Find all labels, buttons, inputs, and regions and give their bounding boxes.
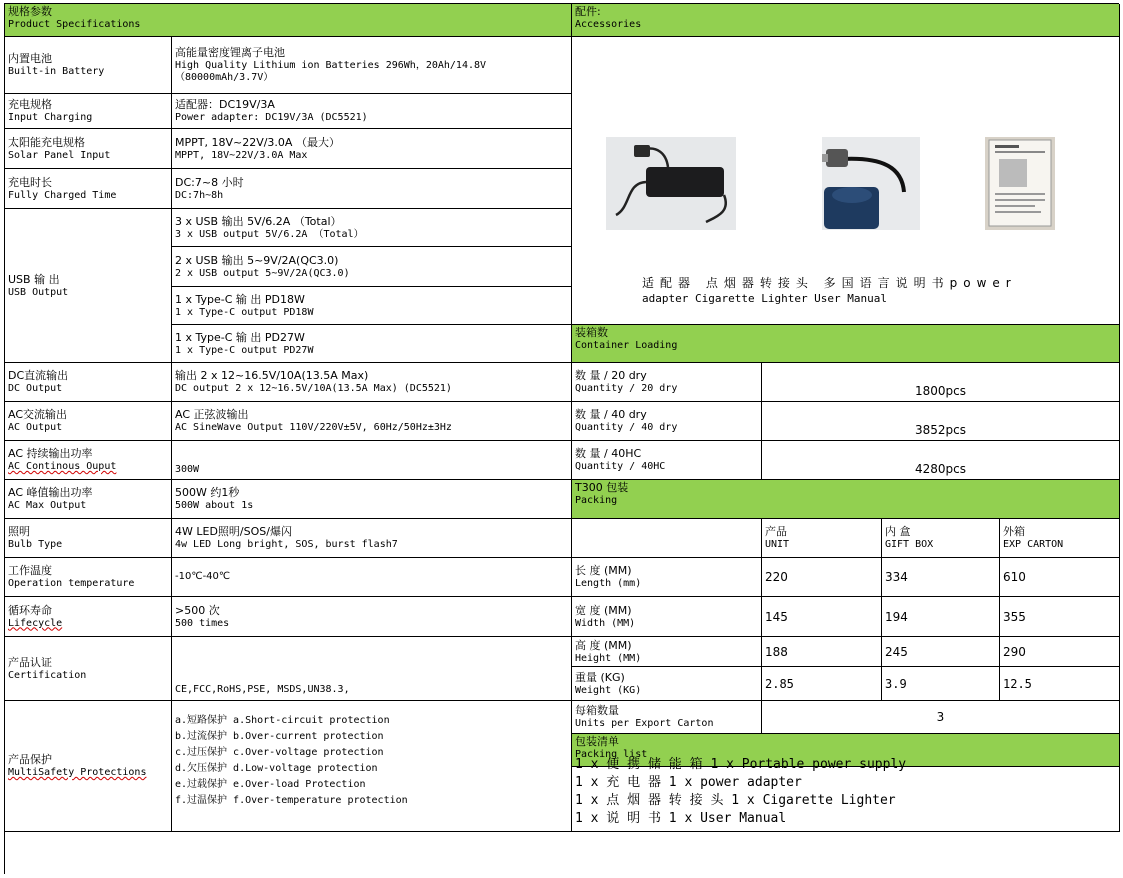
spec-line: 2 x USB 输出 5~9V/2A(QC3.0) [175, 253, 339, 267]
container-label-en: Quantity / 40 dry [575, 422, 678, 433]
packing-row-cn: 宽 度 (MM) [575, 603, 632, 617]
spec-label-cn: 循环寿命 [8, 603, 52, 617]
packing-row-weight [572, 667, 762, 701]
packing-col-cn: 产品 [765, 525, 787, 538]
units-per-carton-value: 3 [762, 701, 1120, 734]
spec-label-en: Input Charging [8, 112, 93, 123]
spec-line: 1 x Type-C output PD27W [175, 344, 314, 356]
packing-header [572, 480, 1120, 519]
packing-row-height [572, 637, 762, 667]
container-value-40dry: 3852pcs [762, 402, 1120, 441]
width-unit: 145 [762, 597, 882, 637]
container-label-20dry [572, 363, 762, 402]
spec-line: 500 times [175, 617, 230, 629]
height-carton: 290 [1000, 637, 1120, 667]
spec-label-dc [5, 363, 172, 402]
length-carton: 610 [1000, 558, 1120, 597]
spec-label-cn: 产品认证 [8, 655, 52, 669]
spec-value-usb-a [172, 209, 572, 247]
units-per-carton-en: Units per Export Carton [575, 718, 714, 729]
accessories-captions-cn: 适配器 点烟器转接头 多国语言说明书power [642, 276, 1017, 290]
container-value-40hc: 4280pcs [762, 441, 1120, 480]
spec-line: 4W LED照明/SOS/爆闪 [175, 525, 292, 538]
spec-line: 1 x Type-C output PD18W [175, 306, 314, 318]
spec-label-en: DC Output [8, 383, 63, 394]
packing-row-width [572, 597, 762, 637]
spec-line: 300W [175, 464, 200, 475]
spec-value-solar [172, 129, 572, 169]
spec-line: 1 x Type-C 输 出 PD18W [175, 292, 305, 306]
spec-line: （80000mAh/3.7V） [175, 72, 274, 83]
packing-col-unit [762, 519, 882, 558]
spec-value-battery [172, 37, 572, 94]
spec-label-solar [5, 129, 172, 169]
protection-item: f.过温保护 f.Over-temperature protection [175, 795, 408, 806]
protection-item: b.过流保护 b.Over-current protection [175, 731, 384, 742]
power-adapter-image [606, 137, 736, 230]
container-label-cn: 数 量 / 40 dry [575, 408, 647, 421]
accessories-panel [572, 37, 1120, 325]
container-header [572, 325, 1120, 363]
container-label-en: Quantity / 20 dry [575, 383, 678, 394]
spec-label-ac-continuous [5, 441, 172, 480]
spec-line: AC 正弦波输出 [175, 408, 249, 421]
spec-line: 2 x USB output 5~9V/2A(QC3.0) [175, 267, 350, 279]
spec-label-en: AC Max Output [8, 500, 87, 511]
packing-col-cn: 外箱 [1003, 525, 1025, 538]
units-per-carton-label [572, 701, 762, 734]
packing-header-en: Packing [575, 495, 618, 506]
spec-label-en: MultiSafety Protections [8, 767, 147, 778]
spec-label-cn: AC 持续输出功率 [8, 447, 93, 460]
spec-value-charge-time [172, 169, 572, 209]
packing-corner-cell [572, 519, 762, 558]
container-header-cn: 装箱数 [575, 326, 608, 339]
spec-line: MPPT, 18V~22V/3.0A Max [175, 149, 308, 161]
spec-value-protections [172, 701, 572, 832]
spec-label-cn: 充电规格 [8, 98, 52, 111]
cigarette-lighter-adapter-image [822, 137, 920, 230]
spec-line: Power adapter: DC19V/3A (DC5521) [175, 112, 368, 123]
specs-header-cn: 规格参数 [8, 5, 52, 18]
spec-line: 500W about 1s [175, 500, 254, 511]
spec-value-certification [172, 637, 572, 701]
packing-row-en: Length (mm) [575, 578, 642, 589]
weight-gift-box: 3.9 [882, 667, 1000, 701]
spec-line: DC:7h~8h [175, 189, 224, 201]
spec-label-cn: 内置电池 [8, 52, 52, 65]
accessories-captions [642, 275, 1017, 307]
packing-row-en: Width (MM) [575, 617, 636, 629]
width-carton: 355 [1000, 597, 1120, 637]
spec-line: 500W 约1秒 [175, 486, 240, 499]
spec-line: 3 x USB 输出 5V/6.2A （Total） [175, 214, 342, 228]
spec-line: 输出 2 x 12~16.5V/10A(13.5A Max) [175, 369, 369, 382]
packing-col-en: GIFT BOX [885, 539, 934, 550]
accessories-captions-en: adapter Cigarette Lighter User Manual [642, 292, 888, 305]
spec-value-ac [172, 402, 572, 441]
spec-label-cn: 照明 [8, 525, 30, 538]
packing-list-item: 1 x 点 烟 器 转 接 头 1 x Cigarette Lighter [575, 793, 896, 808]
packing-row-cn: 重量 (KG) [575, 670, 625, 684]
spec-label-en: AC Continous Ouput [8, 461, 117, 472]
spec-value-temperature: -10℃-40℃ [172, 558, 572, 597]
spec-value-dc [172, 363, 572, 402]
packing-row-length [572, 558, 762, 597]
packing-row-cn: 高 度 (MM) [575, 638, 632, 652]
spec-label-en: Built-in Battery [8, 66, 105, 77]
spec-line: 高能量密度锂离子电池 [175, 46, 285, 59]
container-label-cn: 数 量 / 40HC [575, 447, 642, 460]
spec-value-ac-max [172, 480, 572, 519]
spec-line: DC output 2 x 12~16.5V/10A(13.5A Max) (DC5521) [175, 383, 452, 394]
spec-line: CE,FCC,RoHS,PSE, MSDS,UN38.3, [175, 684, 350, 695]
length-gift-box: 334 [882, 558, 1000, 597]
spec-value-usb-qc [172, 247, 572, 287]
packing-row-cn: 长 度 (MM) [575, 564, 632, 577]
packing-list-item: 1 x 便 携 储 能 箱 1 x Portable power supply [575, 757, 907, 772]
packing-list [572, 734, 1120, 832]
spec-line: 4w LED Long bright, SOS, burst flash7 [175, 539, 398, 550]
packing-col-carton [1000, 519, 1120, 558]
packing-header-cn: T300 包装 [575, 481, 629, 494]
container-label-cn: 数 量 / 20 dry [575, 369, 647, 382]
spec-label-lifecycle [5, 597, 172, 637]
spec-value-ac-continuous [172, 441, 572, 480]
units-per-carton-cn: 每箱数量 [575, 704, 619, 717]
height-unit: 188 [762, 637, 882, 667]
spec-label-en: Lifecycle [8, 617, 63, 629]
packing-col-gift-box [882, 519, 1000, 558]
spec-value-input [172, 94, 572, 129]
container-label-en: Quantity / 40HC [575, 461, 666, 472]
container-value-20dry: 1800pcs [762, 363, 1120, 402]
spec-label-ac [5, 402, 172, 441]
packing-list-header-en: Packing list [575, 749, 648, 760]
spec-label-ac-max [5, 480, 172, 519]
spec-label-cn: AC 峰值输出功率 [8, 486, 93, 499]
weight-unit: 2.85 [762, 667, 882, 701]
spec-line: MPPT, 18V~22V/3.0A （最大） [175, 135, 340, 149]
spec-label-temperature [5, 558, 172, 597]
spec-label-en: USB Output [8, 286, 69, 298]
packing-row-en: Height (MM) [575, 652, 642, 664]
spec-line: AC SineWave Output 110V/220V±5V, 60Hz/50Hz±3Hz [175, 422, 452, 433]
spec-line: >500 次 [175, 603, 220, 617]
spec-line: 适配器：DC19V/3A [175, 98, 275, 111]
packing-row-en: Weight (KG) [575, 684, 642, 696]
height-gift-box: 245 [882, 637, 1000, 667]
spec-label-en: AC Output [8, 422, 63, 433]
spec-line: 1 x Type-C 输 出 PD27W [175, 330, 305, 344]
packing-col-en: EXP CARTON [1003, 539, 1064, 550]
packing-list-header-cn: 包装清单 [575, 735, 619, 748]
container-label-40hc [572, 441, 762, 480]
spec-value-lifecycle [172, 597, 572, 637]
protection-item: e.过载保护 e.Over-load Protection [175, 779, 366, 790]
weight-carton: 12.5 [1000, 667, 1120, 701]
spec-line: 3 x USB output 5V/6.2A （Total） [175, 228, 364, 240]
protection-item: c.过压保护 c.Over-voltage protection [175, 747, 384, 758]
spec-label-cn: 太阳能充电规格 [8, 135, 85, 149]
accessories-header-en: Accessories [575, 19, 642, 30]
container-label-40dry [572, 402, 762, 441]
protection-item: d.欠压保护 d.Low-voltage protection [175, 763, 378, 774]
container-header-en: Container Loading [575, 340, 678, 351]
length-unit: 220 [762, 558, 882, 597]
user-manual-image [985, 137, 1055, 230]
specs-header-en: Product Specifications [8, 19, 141, 30]
spec-label-cn: DC直流输出 [8, 369, 69, 382]
spec-sheet-table [4, 3, 1119, 874]
spec-value-typec-18w [172, 287, 572, 325]
accessories-header-cn: 配件: [575, 5, 601, 18]
packing-col-cn: 内 盒 [885, 525, 911, 538]
spec-value-typec-27w [172, 325, 572, 363]
spec-label-en: Solar Panel Input [8, 149, 111, 161]
packing-list-item: 1 x 说 明 书 1 x User Manual [575, 811, 787, 826]
spec-label-cn: AC交流输出 [8, 408, 68, 421]
spec-label-certification [5, 637, 172, 701]
specs-header [5, 4, 572, 37]
spec-label-protections [5, 701, 172, 832]
spec-label-usb [5, 209, 172, 363]
protection-item: a.短路保护 a.Short-circuit protection [175, 715, 390, 726]
accessories-header [572, 4, 1120, 37]
spec-label-en: Certification [8, 669, 87, 681]
spec-label-cn: 工作温度 [8, 564, 52, 577]
spec-line: High Quality Lithium ion Batteries 296Wh，20Ah/14.8V [175, 60, 487, 71]
spec-label-battery [5, 37, 172, 94]
spec-label-en: Fully Charged Time [8, 189, 117, 201]
spec-value-bulb [172, 519, 572, 558]
spec-label-cn: 充电时长 [8, 175, 52, 189]
width-gift-box: 194 [882, 597, 1000, 637]
spec-label-en: Bulb Type [8, 539, 63, 550]
spec-label-en: Operation temperature [8, 578, 135, 589]
spec-label-cn: USB 输 出 [8, 272, 60, 286]
spec-label-bulb [5, 519, 172, 558]
spec-label-charge-time [5, 169, 172, 209]
spec-label-cn: 产品保护 [8, 753, 52, 766]
packing-col-en: UNIT [765, 539, 790, 550]
spec-label-input [5, 94, 172, 129]
spec-line: DC:7~8 小时 [175, 175, 244, 189]
packing-list-item: 1 x 充 电 器 1 x power adapter [575, 775, 802, 790]
